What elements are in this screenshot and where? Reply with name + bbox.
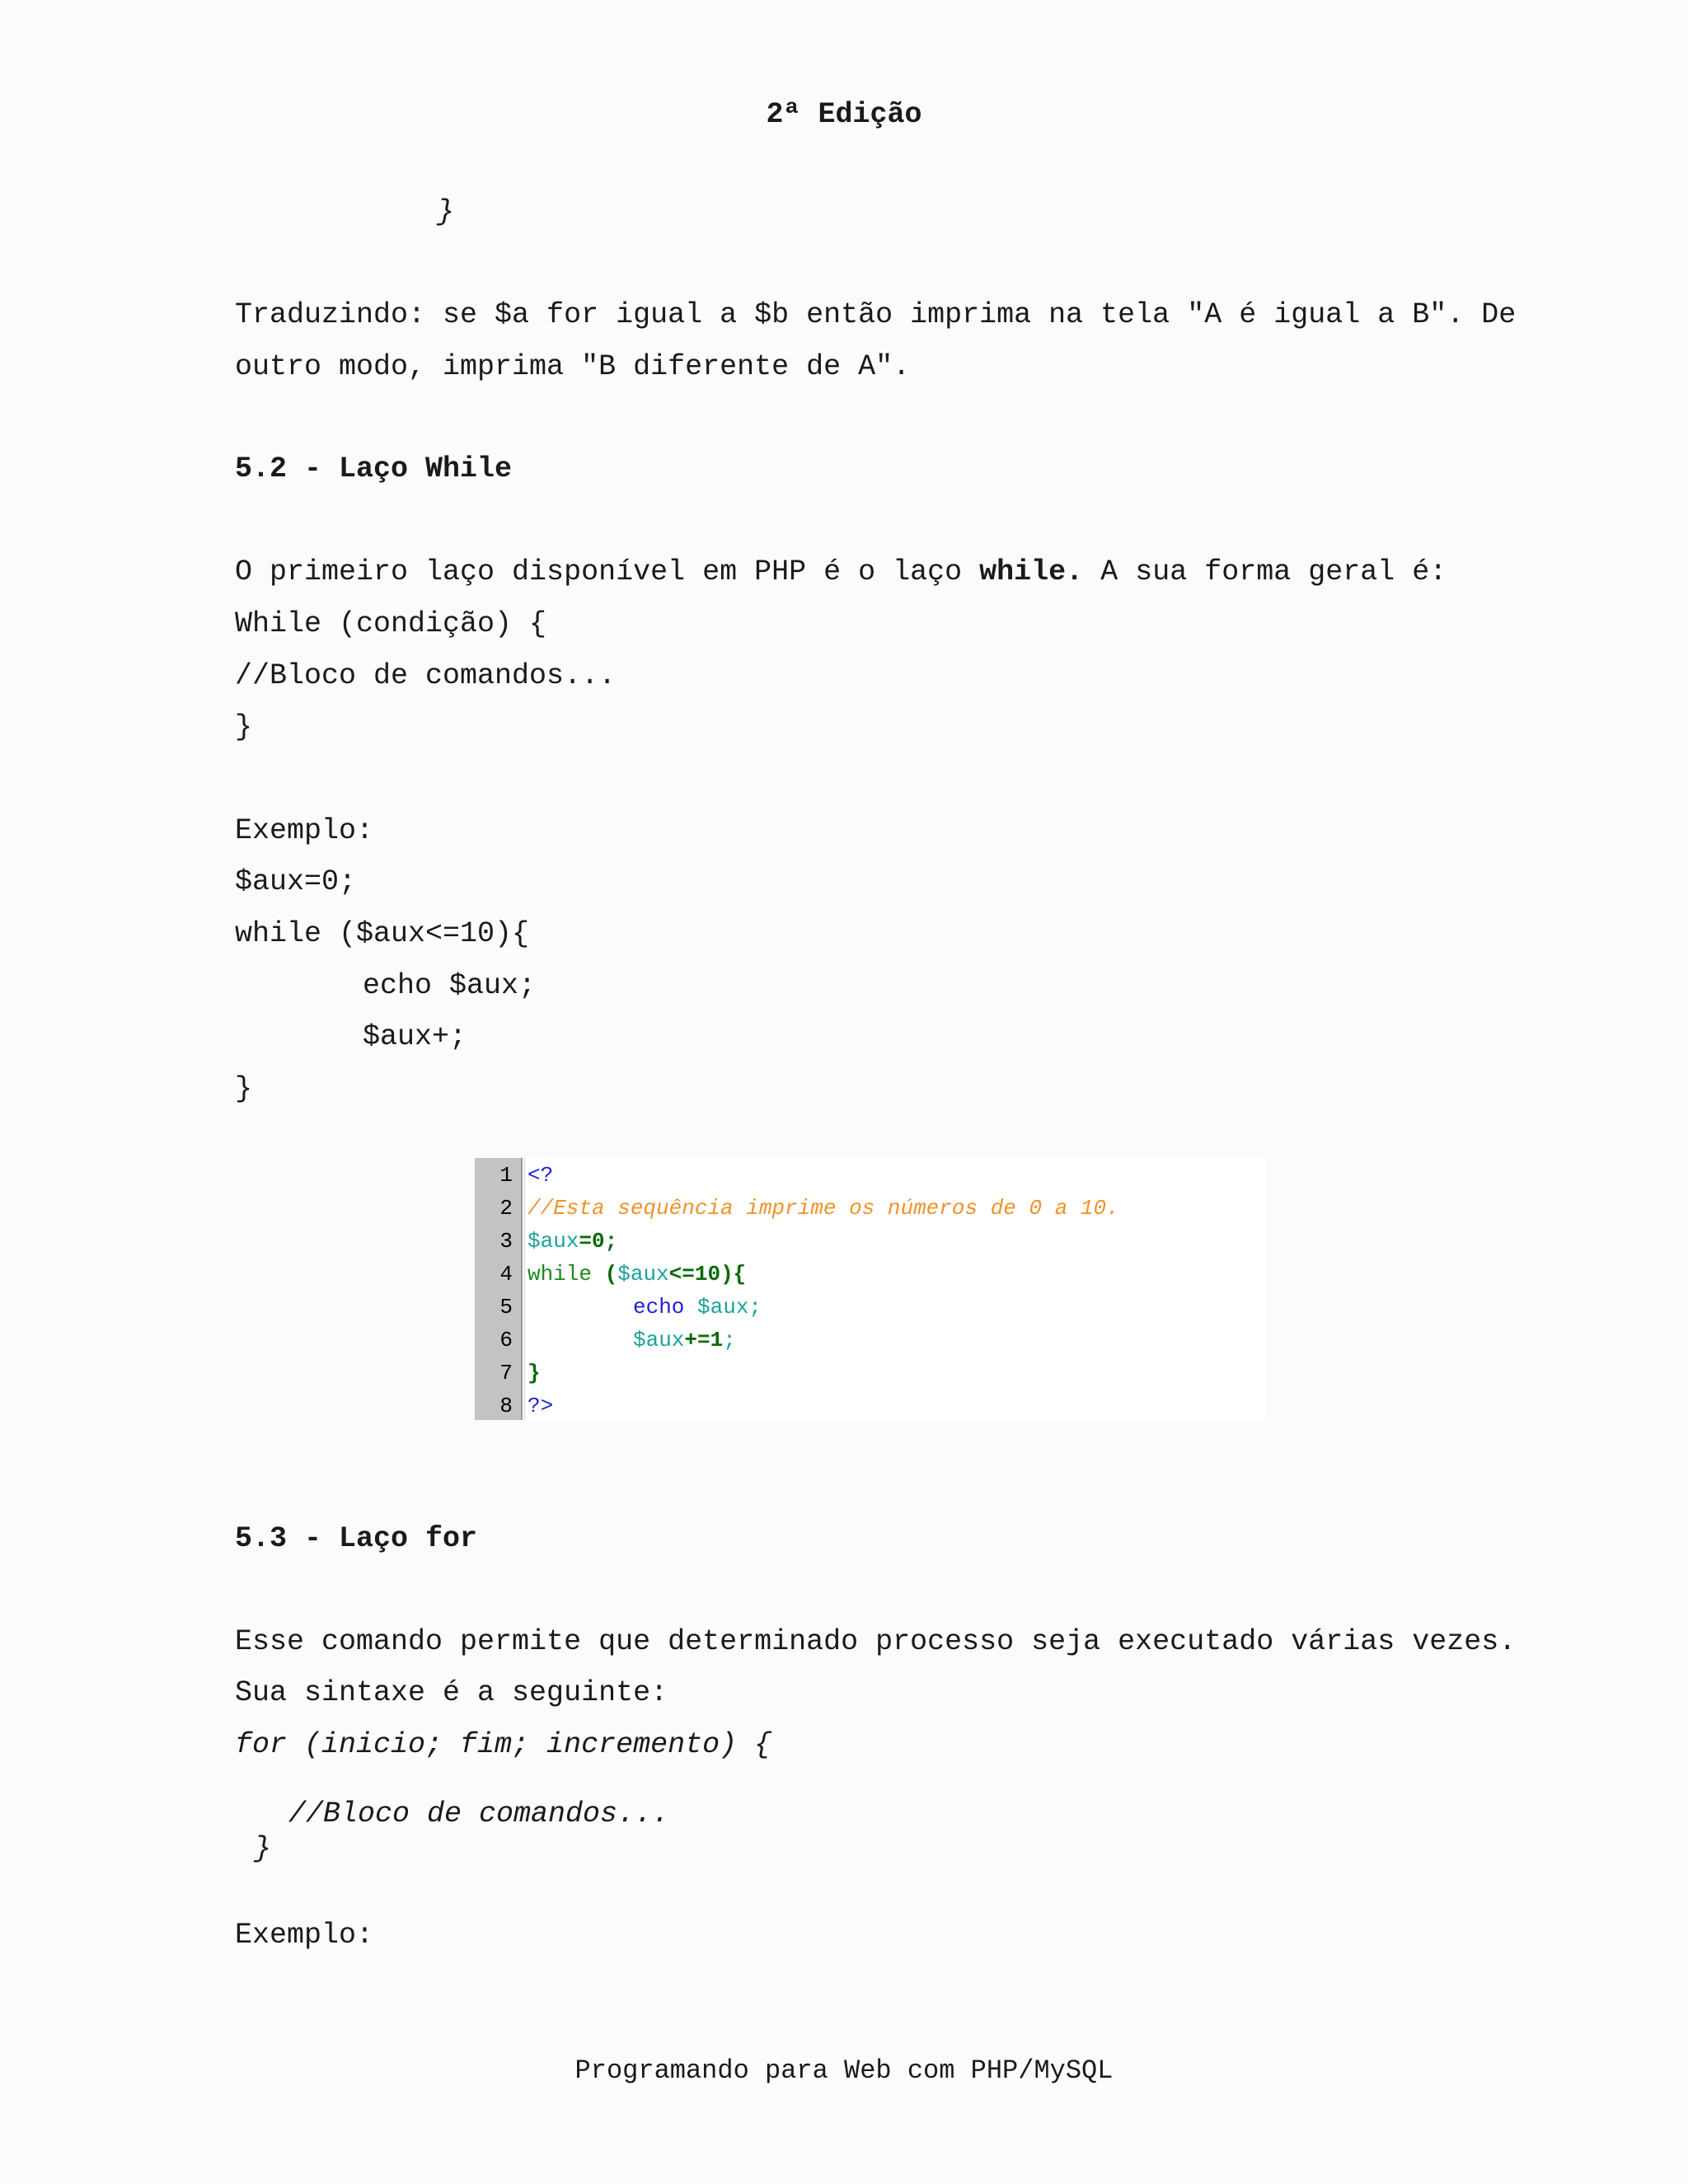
- while-example-code-line: }: [235, 1072, 253, 1105]
- translation-line-2: outro modo, imprima "B diferente de A".: [235, 350, 911, 383]
- code-variable: $aux: [617, 1262, 669, 1286]
- while-syntax-line: }: [235, 710, 253, 743]
- line-number: 1: [499, 1163, 513, 1188]
- code-variable: $aux: [528, 1229, 579, 1254]
- code-paren: (: [592, 1262, 618, 1286]
- line-number: 6: [499, 1328, 513, 1352]
- code-variable: $aux;: [684, 1295, 762, 1319]
- code-variable: $aux: [633, 1328, 685, 1352]
- code-keyword-while: while: [528, 1262, 593, 1286]
- while-example-code-line: echo $aux;: [363, 969, 537, 1002]
- while-intro-after: A sua forma geral é:: [1083, 555, 1447, 588]
- for-description-line-1: Esse comando permite que determinado processo seja executado várias vezes.: [235, 1625, 1517, 1658]
- closing-brace: }: [437, 195, 455, 228]
- line-number: 2: [499, 1196, 513, 1221]
- line-number: 7: [499, 1361, 513, 1385]
- while-syntax-line: //Bloco de comandos...: [235, 659, 617, 692]
- while-intro: [235, 555, 1447, 588]
- code-line-6: [633, 1329, 736, 1351]
- code-line-8: ?>: [528, 1394, 554, 1418]
- code-line-7: }: [528, 1361, 541, 1385]
- code-line-5: [633, 1296, 762, 1318]
- for-syntax-line: }: [254, 1832, 272, 1865]
- code-line-2-comment: //Esta sequência imprime os números de 0 a 10.: [528, 1196, 1119, 1221]
- line-number: 3: [499, 1229, 513, 1254]
- code-editor-screenshot: [475, 1158, 1266, 1420]
- page-footer: Programando para Web com PHP/MySQL: [574, 2055, 1114, 2086]
- line-number-gutter: [475, 1158, 521, 1420]
- code-semicolon: ;: [723, 1328, 736, 1352]
- gutter-divider: [521, 1158, 525, 1420]
- for-syntax-line: //Bloco de comandos...: [288, 1797, 670, 1830]
- line-number: 8: [499, 1394, 513, 1418]
- code-condition: <=10){: [668, 1262, 747, 1286]
- code-line-4: [528, 1263, 746, 1285]
- page-header-edition: 2ª Edição: [766, 98, 922, 131]
- while-example-label: Exemplo:: [235, 814, 374, 847]
- while-intro-keyword: while.: [979, 555, 1084, 588]
- line-number: 5: [499, 1295, 513, 1319]
- while-example-code-line: $aux=0;: [235, 865, 357, 898]
- section-title-while: 5.2 - Laço While: [235, 452, 513, 485]
- for-example-label: Exemplo:: [235, 1919, 374, 1952]
- while-syntax-line: While (condição) {: [235, 607, 547, 640]
- code-line-3: [528, 1230, 617, 1252]
- code-line-1: <?: [528, 1163, 554, 1188]
- while-intro-before: O primeiro laço disponível em PHP é o laço: [235, 555, 980, 588]
- while-example-code-line: $aux+;: [363, 1020, 467, 1053]
- translation-line-1: Traduzindo: se $a for igual a $b então imprima na tela "A é igual a B". De: [235, 298, 1517, 331]
- section-title-for: 5.3 - Laço for: [235, 1522, 478, 1555]
- for-description-line-2: Sua sintaxe é a seguinte:: [235, 1676, 668, 1709]
- for-syntax-line: for (inicio; fim; incremento) {: [235, 1728, 772, 1761]
- code-keyword-echo: echo: [633, 1295, 685, 1319]
- while-example-code-line: while ($aux<=10){: [235, 917, 530, 950]
- line-number: 4: [499, 1262, 513, 1286]
- code-increment: +=1: [684, 1328, 724, 1352]
- code-assignment: =0;: [579, 1229, 618, 1254]
